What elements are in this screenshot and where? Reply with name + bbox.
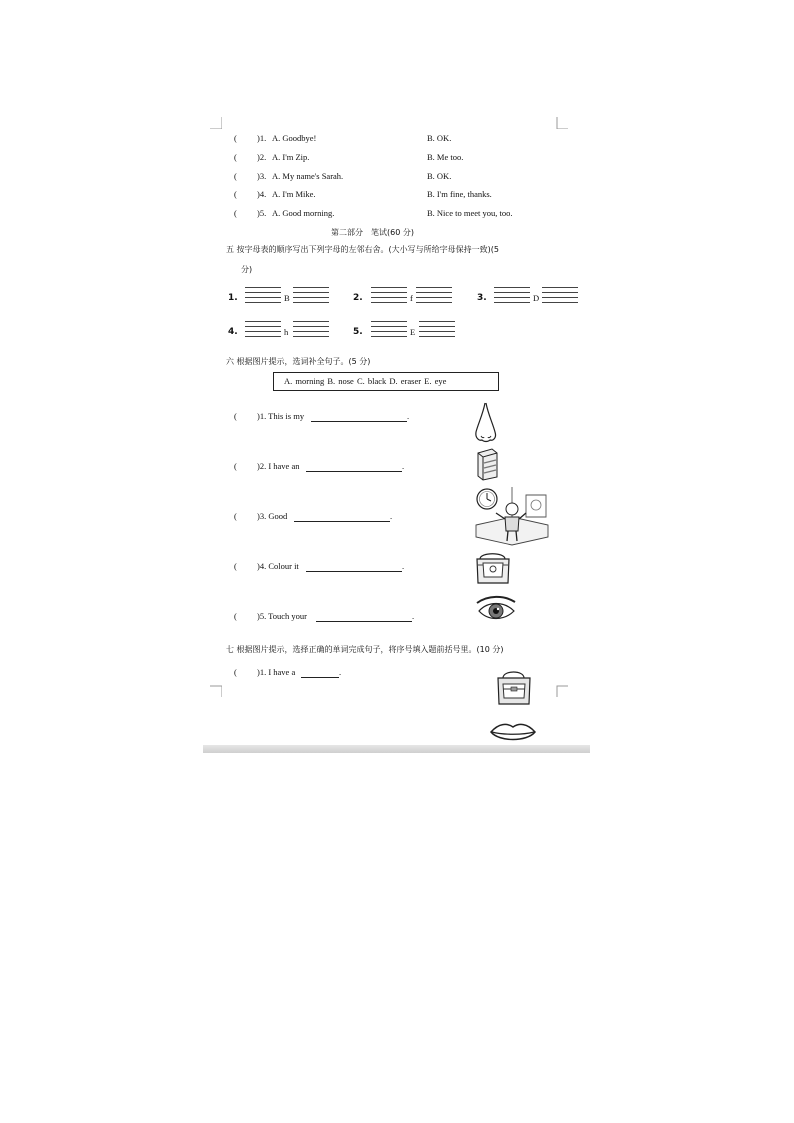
sentence-text: )5. Touch your (257, 611, 308, 621)
option-b: B. OK. (427, 171, 452, 181)
morning-scene-picture (472, 485, 552, 549)
corner-mark-top-left (210, 117, 222, 129)
right-writing-lines[interactable] (542, 287, 578, 307)
left-writing-lines[interactable] (494, 287, 530, 307)
right-writing-lines[interactable] (419, 321, 455, 341)
given-letter: B (284, 293, 290, 303)
answer-blank[interactable] (306, 461, 405, 472)
option-b: B. Me too. (427, 152, 464, 162)
answer-paren[interactable]: ( (234, 411, 237, 421)
bag-picture (474, 549, 512, 585)
answer-blank[interactable] (306, 561, 405, 572)
section-5-heading: 五 按字母表的顺序写出下列字母的左邻右舍。(大小写与所给字母保持一致)(5 (226, 245, 499, 254)
option-b: B. OK. (427, 133, 452, 143)
schoolbag-picture (494, 668, 534, 706)
option-a: A. I'm Zip. (272, 152, 310, 162)
sentence-text: )2. I have an (257, 461, 300, 471)
answer-blank[interactable] (301, 667, 342, 678)
item-number: 1. (228, 293, 238, 303)
right-writing-lines[interactable] (293, 321, 329, 341)
item-number: 3. (477, 293, 487, 303)
given-letter: f (410, 293, 413, 303)
question-number: )4. (257, 189, 267, 199)
question-number: )2. (257, 152, 267, 162)
question-number: )1. (257, 133, 267, 143)
left-writing-lines[interactable] (371, 321, 407, 341)
answer-paren[interactable]: ( (234, 171, 237, 181)
page-bottom-edge (203, 745, 590, 753)
answer-paren[interactable]: ( (234, 461, 237, 471)
left-writing-lines[interactable] (245, 321, 281, 341)
option-b: B. I'm fine, thanks. (427, 189, 492, 199)
part-title: 第二部分 笔试(60 分) (331, 228, 414, 237)
word-options-box (273, 372, 499, 391)
answer-paren[interactable]: ( (234, 208, 237, 218)
section-6-heading: 六 根据图片提示，选词补全句子。(5 分) (226, 357, 371, 366)
sentence-end: . (339, 667, 342, 677)
given-letter: E (410, 327, 416, 337)
left-writing-lines[interactable] (371, 287, 407, 307)
option-a: A. My name's Sarah. (272, 171, 344, 181)
section-5-heading-cont: 分) (241, 265, 253, 274)
question-number: )5. (257, 208, 267, 218)
option-a: A. Good morning. (272, 208, 335, 218)
sentence-text: )1. This is my (257, 411, 305, 421)
item-number: 5. (353, 327, 363, 337)
option-a: A. I'm Mike. (272, 189, 316, 199)
given-letter: D (533, 293, 540, 303)
eye-picture (474, 593, 518, 627)
corner-mark-bottom-right (556, 685, 568, 697)
corner-mark-bottom-left (210, 685, 222, 697)
given-letter: h (284, 327, 289, 337)
answer-paren[interactable]: ( (234, 561, 237, 571)
answer-paren[interactable]: ( (234, 611, 237, 621)
sentence-end: . (402, 461, 405, 471)
sentence-text: )3. Good (257, 511, 288, 521)
item-number: 4. (228, 327, 238, 337)
question-number: )3. (257, 171, 267, 181)
lips-picture (489, 720, 537, 746)
answer-paren[interactable]: ( (234, 152, 237, 162)
item-number: 2. (353, 293, 363, 303)
answer-paren[interactable]: ( (234, 133, 237, 143)
answer-blank[interactable] (316, 611, 415, 622)
option-b: B. Nice to meet you, too. (427, 208, 513, 218)
answer-paren[interactable]: ( (234, 667, 237, 677)
right-writing-lines[interactable] (293, 287, 329, 307)
option-a: A. Goodbye! (272, 133, 317, 143)
nose-picture (472, 402, 500, 444)
sentence-end: . (390, 511, 393, 521)
answer-paren[interactable]: ( (234, 511, 237, 521)
sentence-end: . (407, 411, 410, 421)
sentence-end: . (402, 561, 405, 571)
corner-mark-top-right (556, 117, 568, 129)
answer-blank[interactable] (311, 411, 410, 422)
right-writing-lines[interactable] (416, 287, 452, 307)
answer-paren[interactable]: ( (234, 189, 237, 199)
eraser-picture (474, 447, 500, 481)
sentence-end: . (412, 611, 415, 621)
left-writing-lines[interactable] (245, 287, 281, 307)
answer-blank[interactable] (294, 511, 393, 522)
sentence-text: )4. Colour it (257, 561, 299, 571)
section-7-heading: 七 根据图片提示，选择正确的单词完成句子，将序号填入题前括号里。(10 分) (226, 645, 504, 654)
word-options: A. morning B. nose C. black D. eraser E. eye (284, 376, 447, 386)
sentence-text: )1. I have a (257, 667, 296, 677)
